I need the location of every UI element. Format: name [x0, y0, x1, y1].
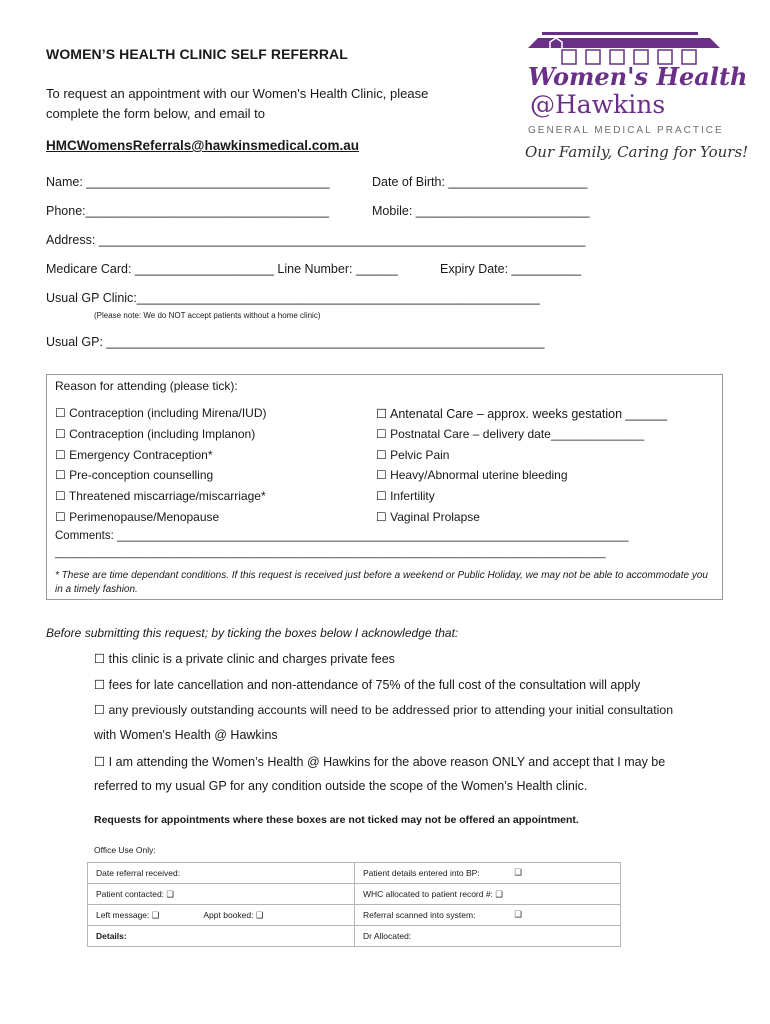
reason-box [46, 374, 723, 600]
usual-gp-clinic-note: (Please note: We do NOT accept patients without a home clinic) [94, 311, 321, 320]
left-message-label: Left message: [96, 909, 150, 920]
reason-option[interactable]: ☐ Perimenopause/Menopause [55, 510, 220, 524]
medicare-field[interactable]: Medicare Card: ____________________ Line Number: ______ [46, 262, 398, 276]
phone-field[interactable]: Phone:___________________________________ [46, 204, 329, 218]
usual-gp-field[interactable]: Usual GP: _______________________________________________________________ [46, 335, 545, 349]
usual-gp-clinic-field[interactable]: Usual GP Clinic:__________________________________________________________ [46, 291, 540, 305]
office-cell [355, 905, 621, 926]
logo-tagline: Our Family, Caring for Yours! [525, 143, 749, 161]
ack-outstanding-accounts[interactable]: ☐ any previously outstanding accounts will need to be addressed prior to attending your initial consultation [94, 703, 674, 717]
ack-referral-scope-cont: referred to my usual GP for any condition outside the scope of the Women’s Health clinic. [94, 779, 588, 793]
address-field[interactable]: Address: ______________________________________________________________________ [46, 233, 586, 247]
comments-field-line2[interactable]: __________________________________________________________________________________________ [55, 547, 606, 559]
table-row [88, 905, 621, 926]
ack-cancellation-fees[interactable]: ☐ fees for late cancellation and non-attendance of 75% of the full cost of the consultation will apply [94, 678, 641, 692]
office-cell [88, 905, 355, 926]
mobile-field[interactable]: Mobile: _________________________ [372, 204, 590, 218]
checkbox-icon[interactable]: ❑ [514, 868, 522, 878]
appt-booked-label: Appt booked: [203, 909, 254, 920]
reason-option[interactable]: ☐ Infertility [376, 489, 435, 503]
reason-option[interactable]: ☐ Postnatal Care – delivery date______________ [376, 427, 645, 441]
patient-contacted-label: Patient contacted: [96, 888, 165, 899]
checkbox-icon[interactable]: ❑ [495, 889, 503, 900]
logo-line-practice: GENERAL MEDICAL PRACTICE [528, 125, 724, 136]
logo-line-womens-health: Women's Health [528, 62, 748, 91]
office-cell [355, 926, 621, 947]
reason-option[interactable]: ☐ Vaginal Prolapse [376, 510, 480, 524]
office-use-heading: Office Use Only: [94, 845, 156, 855]
ack-outstanding-accounts-cont: with Women's Health @ Hawkins [94, 728, 278, 742]
office-cell [88, 884, 355, 905]
name-field[interactable]: Name: ___________________________________ [46, 175, 330, 189]
checkbox-icon[interactable]: ❑ [166, 889, 175, 900]
office-cell [355, 884, 621, 905]
reason-option[interactable]: ☐ Pre-conception counselling [55, 468, 214, 482]
office-use-table [87, 862, 621, 947]
form-title: WOMEN’S HEALTH CLINIC SELF REFERRAL [46, 46, 348, 62]
referral-scanned-label: Referral scanned into system: [363, 910, 476, 920]
reason-option[interactable]: ☐ Contraception (including Mirena/IUD) [55, 406, 267, 420]
date-received-label: Date referral received: [96, 868, 181, 878]
unticked-warning: Requests for appointments where these boxes are not ticked may not be offered an appointment. [94, 814, 579, 826]
office-cell [88, 926, 355, 947]
reason-heading: Reason for attending (please tick): [55, 379, 238, 393]
checkbox-icon[interactable]: ❑ [514, 910, 522, 920]
reason-option[interactable]: ☐ Pelvic Pain [376, 448, 450, 462]
ack-referral-scope[interactable]: ☐ I am attending the Women’s Health @ Hawkins for the above reason ONLY and accept that I may be [94, 755, 666, 769]
checkbox-icon[interactable]: ❑ [255, 910, 264, 921]
reason-option[interactable]: ☐ Threatened miscarriage/miscarriage* [55, 489, 266, 503]
time-dependant-footnote: * These are time dependant conditions. If this request is received just before a weekend or Public Holiday, we may not be able to accommodate you in a timely fashion. [55, 570, 708, 595]
reason-option[interactable]: ☐ Emergency Contraception* [55, 448, 213, 462]
reason-option[interactable]: ☐ Antenatal Care – approx. weeks gestation ______ [376, 407, 668, 421]
office-cell [88, 863, 355, 884]
acknowledge-heading: Before submitting this request; by ticking the boxes below I acknowledge that: [46, 626, 459, 640]
whc-allocated-label: WHC allocated to patient record #: [363, 888, 493, 899]
ack-private-fees[interactable]: ☐ this clinic is a private clinic and charges private fees [94, 652, 395, 666]
checkbox-icon[interactable]: ❑ [151, 910, 160, 921]
table-row [88, 884, 621, 905]
table-row [88, 926, 621, 947]
referral-email-link[interactable]: HMCWomensReferrals@hawkinsmedical.com.au [46, 138, 360, 153]
patient-details-label: Patient details entered into BP: [363, 868, 480, 878]
table-row [88, 863, 621, 884]
details-label: Details: [96, 931, 127, 941]
dr-allocated-label: Dr Allocated: [363, 931, 412, 941]
reason-option[interactable]: ☐ Contraception (including Implanon) [55, 427, 256, 441]
comments-field[interactable]: Comments: ________________________________________________________________________________ [55, 530, 629, 542]
expiry-field[interactable]: Expiry Date: __________ [440, 262, 582, 276]
intro-text: To request an appointment with our Women's Health Clinic, please complete the form below, and email to [46, 86, 429, 121]
logo-line-hawkins: @Hawkins [530, 90, 666, 119]
office-cell [355, 863, 621, 884]
dob-field[interactable]: Date of Birth: ____________________ [372, 175, 588, 189]
reason-option[interactable]: ☐ Heavy/Abnormal uterine bleeding [376, 468, 568, 482]
